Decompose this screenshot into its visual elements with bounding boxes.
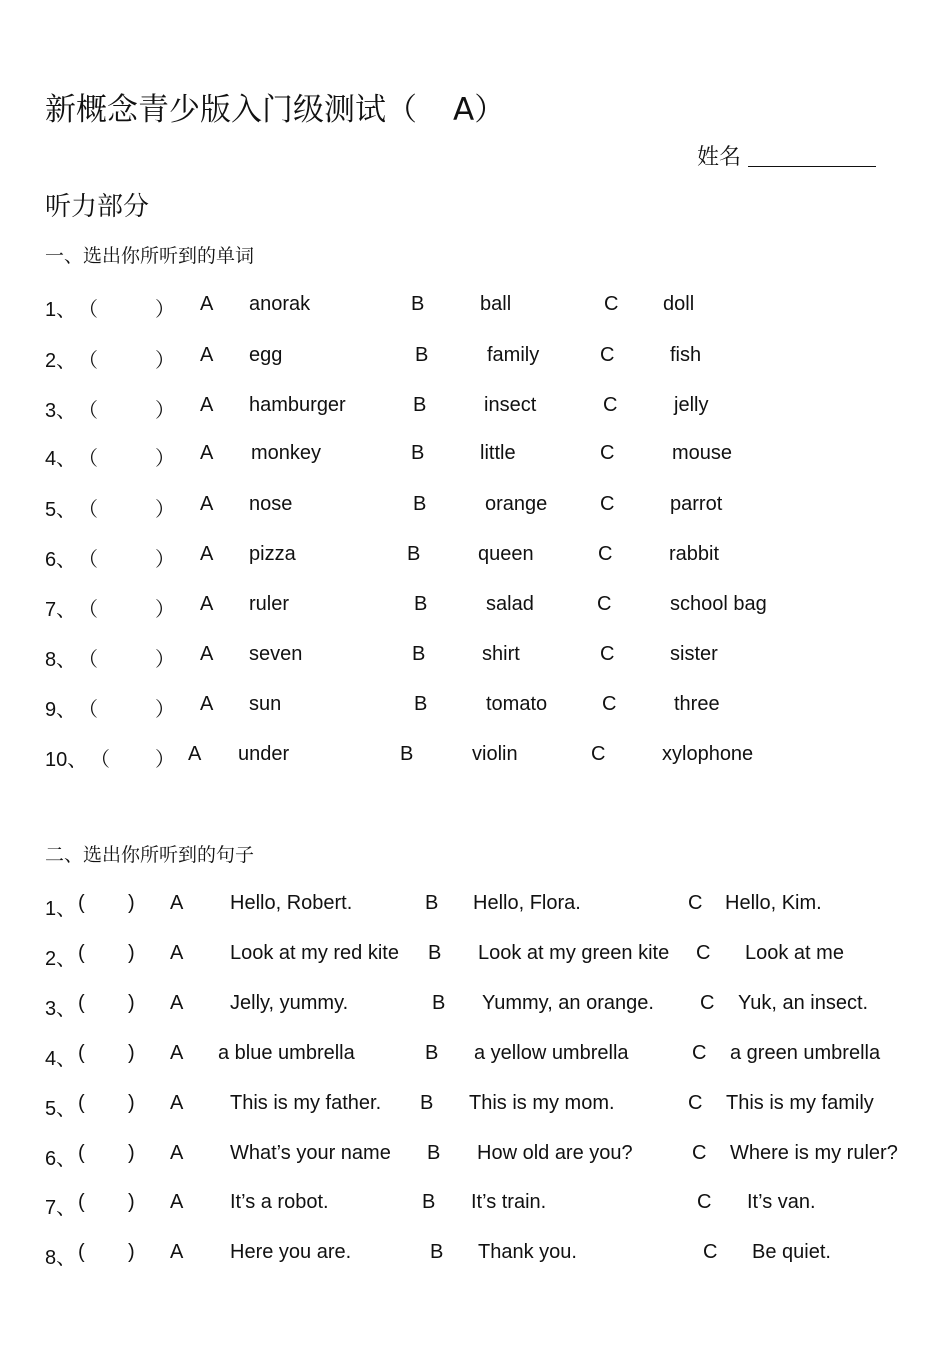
option-a-text: nose <box>249 493 293 515</box>
option-b-text: a yellow umbrella <box>474 1042 629 1064</box>
option-a-text: hamburger <box>249 394 346 416</box>
option-a-label: A <box>170 1241 184 1263</box>
question-number: 1、 <box>45 898 77 920</box>
option-c-text: Hello, Kim. <box>725 892 822 914</box>
option-b-text: orange <box>485 493 548 515</box>
option-a-label: A <box>170 892 184 914</box>
option-b-text: insect <box>484 394 537 416</box>
option-c-text: school bag <box>670 593 767 615</box>
option-c-label: C <box>591 743 606 765</box>
option-a-label: A <box>188 743 202 765</box>
option-a-text: ruler <box>249 593 290 615</box>
option-c-text: Be quiet. <box>752 1241 831 1263</box>
option-b-label: B <box>412 643 426 665</box>
option-c-text: Look at me <box>745 942 844 964</box>
option-c-label: C <box>600 643 615 665</box>
answer-paren-close[interactable]: ) <box>128 1142 135 1164</box>
option-c-text: Yuk, an insect. <box>738 992 869 1014</box>
option-c-label: C <box>597 593 612 615</box>
answer-paren-close[interactable]: ） <box>155 749 175 771</box>
option-c-label: C <box>688 1092 703 1114</box>
option-b-text: ball <box>480 293 512 315</box>
option-a-label: A <box>200 693 214 715</box>
option-c-text: xylophone <box>662 743 754 765</box>
option-a-label: A <box>170 992 184 1014</box>
title-close: ） <box>474 92 506 128</box>
question-number: 4、 <box>45 448 77 470</box>
answer-paren-open[interactable]: （ <box>78 350 98 372</box>
question-number: 5、 <box>45 499 77 521</box>
option-b-label: B <box>425 1042 439 1064</box>
answer-paren-close[interactable]: ） <box>155 649 175 671</box>
option-a-text: Hello, Robert. <box>230 892 353 914</box>
answer-paren-close[interactable]: ) <box>128 942 135 964</box>
title-text: 新概念青少版入门级测试（ <box>45 92 417 128</box>
option-a-text: pizza <box>249 543 296 565</box>
answer-paren-open[interactable]: （ <box>78 499 98 521</box>
option-b-label: B <box>411 442 425 464</box>
question-number: 6、 <box>45 1148 77 1170</box>
option-b-label: B <box>430 1241 444 1263</box>
page-title <box>45 84 505 129</box>
question-number: 6、 <box>45 549 77 571</box>
answer-paren-open[interactable]: ( <box>78 942 85 964</box>
answer-paren-close[interactable]: ) <box>128 1241 135 1263</box>
question-number: 1、 <box>45 299 77 321</box>
option-c-text: This is my family <box>726 1092 874 1114</box>
option-c-label: C <box>604 293 619 315</box>
option-b-label: B <box>413 394 427 416</box>
option-c-label: C <box>602 693 617 715</box>
question-number: 3、 <box>45 998 77 1020</box>
option-a-label: A <box>170 1191 184 1213</box>
option-b-text: How old are you? <box>477 1142 633 1164</box>
title-letter: A <box>453 92 475 128</box>
answer-paren-close[interactable]: ） <box>155 400 175 422</box>
option-a-label: A <box>170 942 184 964</box>
option-b-label: B <box>407 543 421 565</box>
question-number: 2、 <box>45 948 77 970</box>
answer-paren-open[interactable]: ( <box>78 1241 85 1263</box>
option-b-text: little <box>480 442 516 464</box>
answer-paren-close[interactable]: ） <box>155 499 175 521</box>
answer-paren-open[interactable]: ( <box>78 892 85 914</box>
answer-paren-open[interactable]: （ <box>90 749 110 771</box>
question-number: 7、 <box>45 1197 77 1219</box>
option-b-text: salad <box>486 593 534 615</box>
option-a-text: monkey <box>251 442 322 464</box>
option-b-label: B <box>425 892 439 914</box>
answer-paren-open[interactable]: （ <box>78 549 98 571</box>
option-b-label: B <box>432 992 446 1014</box>
option-b-label: B <box>427 1142 441 1164</box>
answer-paren-close[interactable]: ） <box>155 699 175 721</box>
answer-paren-open[interactable]: （ <box>78 448 98 470</box>
name-field[interactable] <box>748 166 876 167</box>
option-a-label: A <box>200 643 214 665</box>
answer-paren-open[interactable]: ( <box>78 1142 85 1164</box>
option-b-text: violin <box>472 743 518 765</box>
answer-paren-close[interactable]: ) <box>128 992 135 1014</box>
option-b-text: This is my mom. <box>469 1092 615 1114</box>
option-c-label: C <box>603 394 618 416</box>
question-number: 10、 <box>45 749 88 771</box>
answer-paren-close[interactable]: ) <box>128 1092 135 1114</box>
question-number: 8、 <box>45 649 77 671</box>
option-c-text: mouse <box>672 442 733 464</box>
option-c-label: C <box>703 1241 718 1263</box>
option-a-text: It’s a robot. <box>230 1191 329 1213</box>
option-c-text: Where is my ruler? <box>730 1142 898 1164</box>
option-a-label: A <box>200 442 214 464</box>
option-b-text: Thank you. <box>478 1241 577 1263</box>
option-c-text: rabbit <box>669 543 720 565</box>
option-a-text: Jelly, yummy. <box>230 992 349 1014</box>
option-b-label: B <box>420 1092 434 1114</box>
option-a-label: A <box>200 293 214 315</box>
part1-heading: 一、选出你所听到的单词 <box>45 245 255 267</box>
option-a-text: egg <box>249 344 283 366</box>
option-b-label: B <box>414 693 428 715</box>
option-c-text: three <box>674 693 720 715</box>
answer-paren-open[interactable]: ( <box>78 992 85 1014</box>
answer-paren-close[interactable]: ） <box>155 549 175 571</box>
option-c-label: C <box>688 892 703 914</box>
answer-paren-open[interactable]: ( <box>78 1191 85 1213</box>
option-b-label: B <box>411 293 425 315</box>
option-b-text: Hello, Flora. <box>473 892 581 914</box>
option-c-label: C <box>700 992 715 1014</box>
option-c-text: parrot <box>670 493 723 515</box>
answer-paren-open[interactable]: （ <box>78 400 98 422</box>
option-a-text: Here you are. <box>230 1241 352 1263</box>
option-a-text: sun <box>249 693 282 715</box>
part2-heading: 二、选出你所听到的句子 <box>45 844 255 866</box>
answer-paren-close[interactable]: ) <box>128 1191 135 1213</box>
option-c-label: C <box>696 942 711 964</box>
question-number: 4、 <box>45 1048 77 1070</box>
option-c-label: C <box>600 344 615 366</box>
option-c-text: doll <box>663 293 695 315</box>
option-c-label: C <box>598 543 613 565</box>
option-b-label: B <box>400 743 414 765</box>
question-number: 9、 <box>45 699 77 721</box>
option-c-label: C <box>692 1042 707 1064</box>
option-c-label: C <box>600 493 615 515</box>
option-c-text: sister <box>670 643 718 665</box>
option-c-label: C <box>600 442 615 464</box>
option-a-text: What’s your name <box>230 1142 391 1164</box>
option-b-text: tomato <box>486 693 548 715</box>
answer-paren-close[interactable]: ） <box>155 299 175 321</box>
answer-paren-close[interactable]: ) <box>128 892 135 914</box>
option-c-label: C <box>692 1142 707 1164</box>
option-c-text: It’s van. <box>747 1191 816 1213</box>
answer-paren-close[interactable]: ） <box>155 350 175 372</box>
option-b-text: Yummy, an orange. <box>482 992 654 1014</box>
answer-paren-close[interactable]: ) <box>128 1042 135 1064</box>
option-c-text: fish <box>670 344 702 366</box>
option-a-label: A <box>200 493 214 515</box>
option-b-text: It’s train. <box>471 1191 547 1213</box>
option-a-label: A <box>200 344 214 366</box>
option-a-text: anorak <box>249 293 311 315</box>
option-b-label: B <box>415 344 429 366</box>
option-b-label: B <box>428 942 442 964</box>
option-a-text: under <box>238 743 290 765</box>
option-c-text: jelly <box>674 394 709 416</box>
option-b-text: shirt <box>482 643 520 665</box>
answer-paren-open[interactable]: ( <box>78 1042 85 1064</box>
option-a-text: Look at my red kite <box>230 942 399 964</box>
option-a-label: A <box>200 593 214 615</box>
option-b-label: B <box>414 593 428 615</box>
answer-paren-open[interactable]: （ <box>78 599 98 621</box>
option-a-label: A <box>170 1042 184 1064</box>
answer-paren-open[interactable]: （ <box>78 699 98 721</box>
option-b-label: B <box>413 493 427 515</box>
answer-paren-open[interactable]: ( <box>78 1092 85 1114</box>
question-number: 2、 <box>45 350 77 372</box>
answer-paren-close[interactable]: ） <box>155 599 175 621</box>
name-label: 姓名 <box>697 145 742 170</box>
option-b-text: family <box>487 344 540 366</box>
option-b-label: B <box>422 1191 436 1213</box>
option-a-text: This is my father. <box>230 1092 382 1114</box>
option-a-text: a blue umbrella <box>218 1042 355 1064</box>
question-number: 5、 <box>45 1098 77 1120</box>
question-number: 7、 <box>45 599 77 621</box>
answer-paren-open[interactable]: （ <box>78 649 98 671</box>
option-c-label: C <box>697 1191 712 1213</box>
option-a-label: A <box>170 1092 184 1114</box>
option-a-label: A <box>200 543 214 565</box>
option-a-label: A <box>170 1142 184 1164</box>
option-a-label: A <box>200 394 214 416</box>
option-b-text: queen <box>478 543 534 565</box>
question-number: 8、 <box>45 1247 77 1269</box>
section-title: 听力部分 <box>45 192 150 222</box>
option-c-text: a green umbrella <box>730 1042 881 1064</box>
option-b-text: Look at my green kite <box>478 942 670 964</box>
answer-paren-close[interactable]: ） <box>155 448 175 470</box>
answer-paren-open[interactable]: （ <box>78 299 98 321</box>
question-number: 3、 <box>45 400 77 422</box>
option-a-text: seven <box>249 643 303 665</box>
